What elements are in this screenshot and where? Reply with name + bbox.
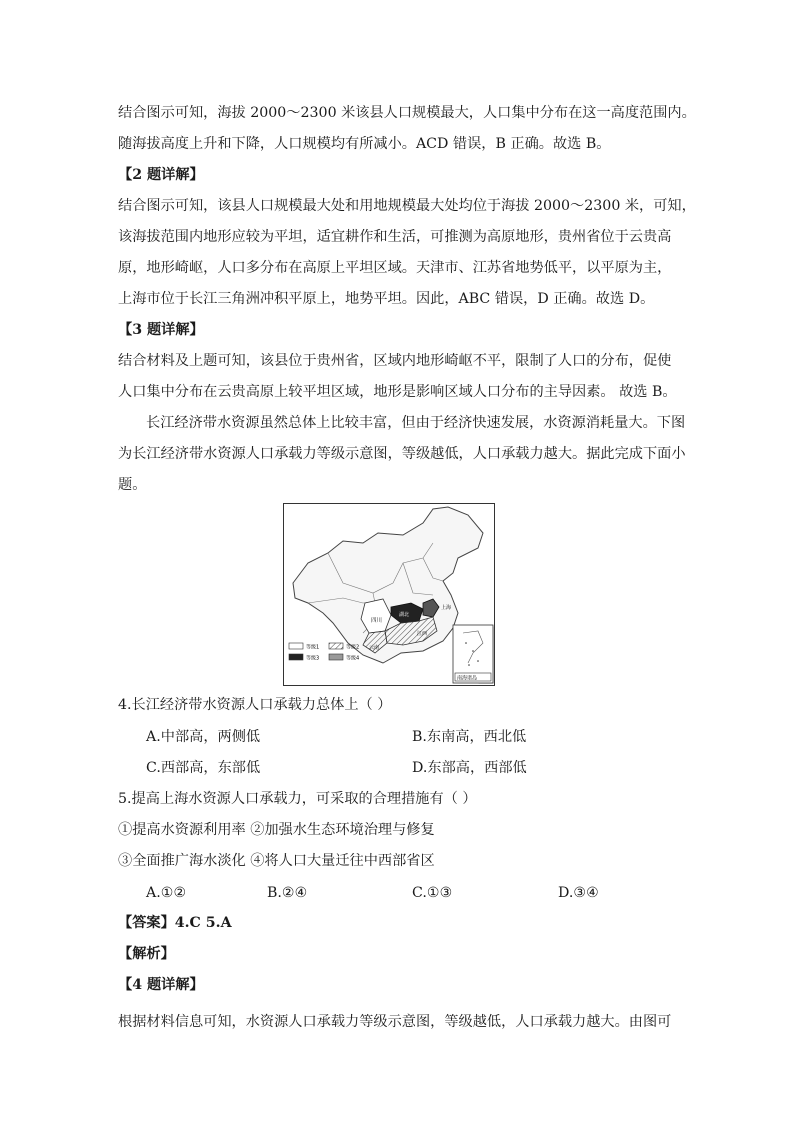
paragraph-line: 长江经济带水资源虽然总体上比较丰富，但由于经济快速发展，水资源消耗量大。下图 bbox=[146, 415, 686, 431]
paragraph-line: 该海拔范围内地形应较为平坦，适宜耕作和生活，可推测为高原地形，贵州省位于云贵高 bbox=[118, 229, 672, 245]
q4-option-c[interactable]: C.西部高，东部低 bbox=[146, 760, 261, 776]
paragraph-line: 随海拔高度上升和下降，人口规模均有所减小。ACD 错误，B 正确。故选 B。 bbox=[118, 136, 611, 152]
q4-option-b[interactable]: B.东南高，西北低 bbox=[412, 729, 527, 745]
paragraph-line: 结合图示可知，海拔 2000～2300 米该县人口规模最大，人口集中分布在这一高度范围内。 bbox=[118, 105, 696, 121]
legend-level-1: 等级1 bbox=[306, 644, 320, 651]
label-hubei: 湖北 bbox=[399, 612, 410, 618]
answer-line: 【答案】4.C 5.A bbox=[118, 915, 232, 931]
section-heading: 【3 题详解】 bbox=[118, 322, 204, 338]
q5-option-b[interactable]: B.②④ bbox=[267, 885, 308, 901]
q5-item-line: ③全面推广海水淡化 ④将人口大量迁往中西部省区 bbox=[118, 853, 435, 869]
paragraph-line: 题。 bbox=[118, 477, 147, 493]
paragraph-line: 根据材料信息可知，水资源人口承载力等级示意图，等级越低，人口承载力越大。由图可 bbox=[118, 1014, 672, 1030]
paragraph-line: 人口集中分布在云贵高原上较平坦区域，地形是影响区域人口分布的主导因素。 故选 B。 bbox=[118, 384, 677, 400]
label-shanghai: 上海 bbox=[441, 605, 452, 611]
paragraph-line: 为长江经济带水资源人口承载力等级示意图，等级越低，人口承载力越大。据此完成下面小 bbox=[118, 446, 686, 462]
analysis-heading: 【解析】 bbox=[118, 946, 175, 962]
paragraph-line: 上海市位于长江三角洲冲积平原上，地势平坦。因此，ABC 错误，D 正确。故选 D。 bbox=[118, 291, 655, 307]
question-5-stem: 5.提高上海水资源人口承载力，可采取的合理措施有（ ） bbox=[118, 791, 477, 807]
legend-level-4: 等级4 bbox=[346, 655, 360, 662]
q5-item-line: ①提高水资源利用率 ②加强水生态环境治理与修复 bbox=[118, 822, 435, 838]
label-nanhai: 南海诸岛 bbox=[457, 675, 478, 682]
legend-level-2: 等级2 bbox=[346, 644, 360, 651]
label-sichuan: 四川 bbox=[371, 618, 383, 624]
paragraph-line: 结合图示可知，该县人口规模最大处和用地规模最大处均位于海拔 2000～2300 米，可知， bbox=[118, 198, 696, 214]
q4-option-d[interactable]: D.东部高，西部低 bbox=[412, 760, 527, 776]
legend-level-3: 等级3 bbox=[306, 655, 320, 662]
q4-option-a[interactable]: A.中部高，两侧低 bbox=[146, 729, 261, 745]
label-jiangxi: 江西 bbox=[417, 631, 428, 637]
china-map-figure bbox=[283, 503, 495, 686]
section-heading: 【2 题详解】 bbox=[118, 167, 204, 183]
paragraph-line: 原，地形崎岖，人口多分布在高原上平坦区域。天津市、江苏省地势低平，以平原为主， bbox=[118, 260, 672, 276]
label-yunnan: 云南 bbox=[369, 645, 380, 651]
question-4-stem: 4.长江经济带水资源人口承载力总体上（ ） bbox=[118, 697, 392, 713]
q5-option-c[interactable]: C.①③ bbox=[412, 885, 453, 901]
q5-option-a[interactable]: A.①② bbox=[146, 885, 187, 901]
q4-detail-heading: 【4 题详解】 bbox=[118, 977, 204, 993]
paragraph-line: 结合材料及上题可知，该县位于贵州省，区域内地形崎岖不平，限制了人口的分布，促使 bbox=[118, 353, 672, 369]
q5-option-d[interactable]: D.③④ bbox=[558, 885, 599, 901]
